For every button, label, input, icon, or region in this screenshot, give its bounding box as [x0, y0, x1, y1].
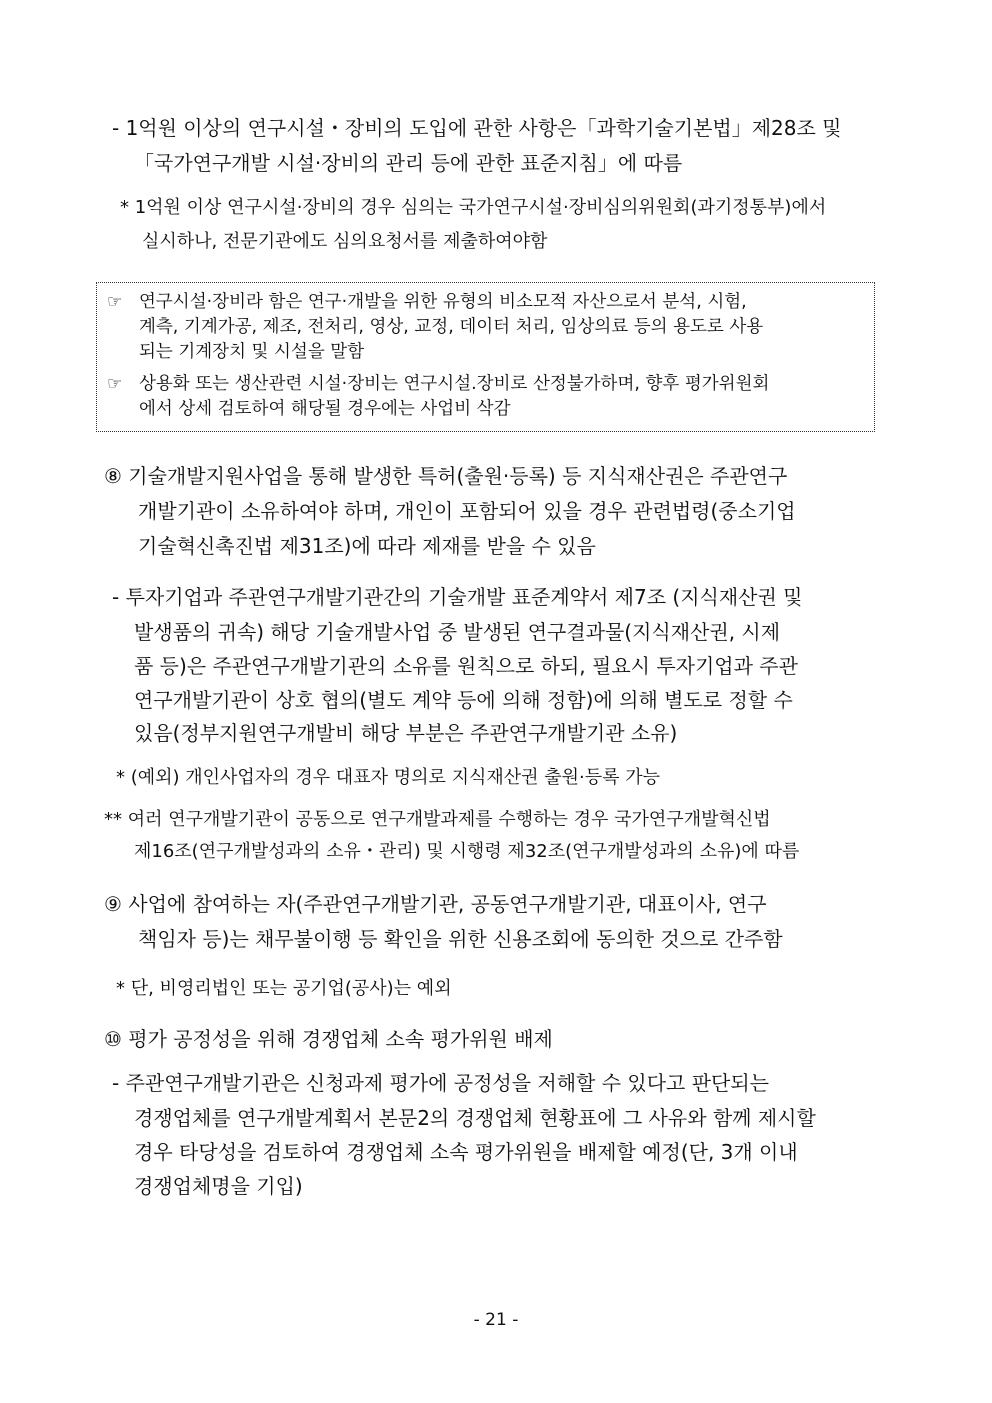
paragraph-line: 「국가연구개발 시설·장비의 관리 등에 관한 표준지침」에 따름	[134, 151, 683, 175]
note-line: * (예외) 개인사업자의 경우 대표자 명의로 지식재산권 출원·등록 가능	[116, 767, 661, 788]
item-10-sub-line: - 주관연구개발기관은 신청과제 평가에 공정성을 저해할 수 있다고 판단되는	[112, 1071, 769, 1095]
item-8-sub-line: 품 등)은 주관연구개발기관의 소유를 원칙으로 하되, 필요시 투자기업과 주관	[134, 654, 798, 678]
note-line: 실시하나, 전문기관에도 심의요청서를 제출하여야함	[142, 231, 548, 252]
box-line: 계측, 기계가공, 제조, 전처리, 영상, 교정, 데이터 처리, 임상의료 등의 용도로 사용	[139, 317, 764, 337]
item-8-line: 기술혁신촉진법 제31조)에 따라 제재를 받을 수 있음	[138, 534, 596, 558]
page-number: - 21 -	[473, 1310, 519, 1330]
box-line: 상용화 또는 생산관련 시설·장비는 연구시설.장비로 산정불가하며, 향후 평가위원회	[139, 374, 770, 394]
item-8-sub-line: - 투자기업과 주관연구개발기관간의 기술개발 표준계약서 제7조 (지식재산권 및	[112, 585, 803, 609]
pointing-hand-icon: ☞	[107, 292, 123, 312]
note-line: * 단, 비영리법인 또는 공기업(공사)는 예외	[116, 978, 452, 999]
box-line: 에서 상세 검토하여 해당될 경우에는 사업비 삭감	[139, 399, 511, 419]
item-10-sub-line: 경쟁업체를 연구개발계획서 본문2의 경쟁업체 현황표에 그 사유와 함께 제시할	[134, 1106, 816, 1130]
item-8-line: 개발기관이 소유하여야 하며, 개인이 포함되어 있을 경우 관련법령(중소기업	[138, 499, 796, 523]
item-8-line: ⑧ 기술개발지원사업을 통해 발생한 특허(출원·등록) 등 지식재산권은 주관연구	[104, 464, 788, 488]
note-line: * 1억원 이상 연구시설·장비의 경우 심의는 국가연구시설·장비심의위원회(과기정통부)에서	[120, 197, 827, 218]
item-9-line: 책임자 등)는 채무불이행 등 확인을 위한 신용조회에 동의한 것으로 간주함	[138, 927, 783, 951]
item-10-line: ⑩ 평가 공정성을 위해 경쟁업체 소속 평가위원 배제	[104, 1027, 553, 1051]
item-8-sub-line: 발생품의 귀속) 해당 기술개발사업 중 발생된 연구결과물(지식재산권, 시제	[134, 620, 781, 644]
item-10-sub-line: 경우 타당성을 검토하여 경쟁업체 소속 평가위원을 배제할 예정(단, 3개 이내	[134, 1140, 798, 1164]
item-8-sub-line: 연구개발기관이 상호 협의(별도 계약 등에 의해 정함)에 의해 별도로 정할 수	[134, 688, 793, 712]
box-line: 되는 기계장치 및 시설을 말함	[139, 342, 365, 362]
box-line: 연구시설·장비라 함은 연구·개발을 위한 유형의 비소모적 자산으로서 분석, 시험,	[139, 292, 747, 312]
item-9-line: ⑨ 사업에 참여하는 자(주관연구개발기관, 공동연구개발기관, 대표이사, 연구	[104, 892, 767, 916]
item-8-sub-line: 있음(정부지원연구개발비 해당 부분은 주관연구개발기관 소유)	[134, 721, 678, 745]
pointing-hand-icon: ☞	[107, 374, 123, 394]
paragraph-line: - 1억원 이상의 연구시설・장비의 도입에 관한 사항은「과학기술기본법」제28조 및	[112, 116, 842, 140]
note-line: ** 여러 연구개발기관이 공동으로 연구개발과제를 수행하는 경우 국가연구개발혁신법	[104, 809, 771, 830]
item-10-sub-line: 경쟁업체명을 기입)	[134, 1174, 303, 1198]
note-line: 제16조(연구개발성과의 소유・관리) 및 시행령 제32조(연구개발성과의 소유)에 따름	[134, 841, 800, 862]
